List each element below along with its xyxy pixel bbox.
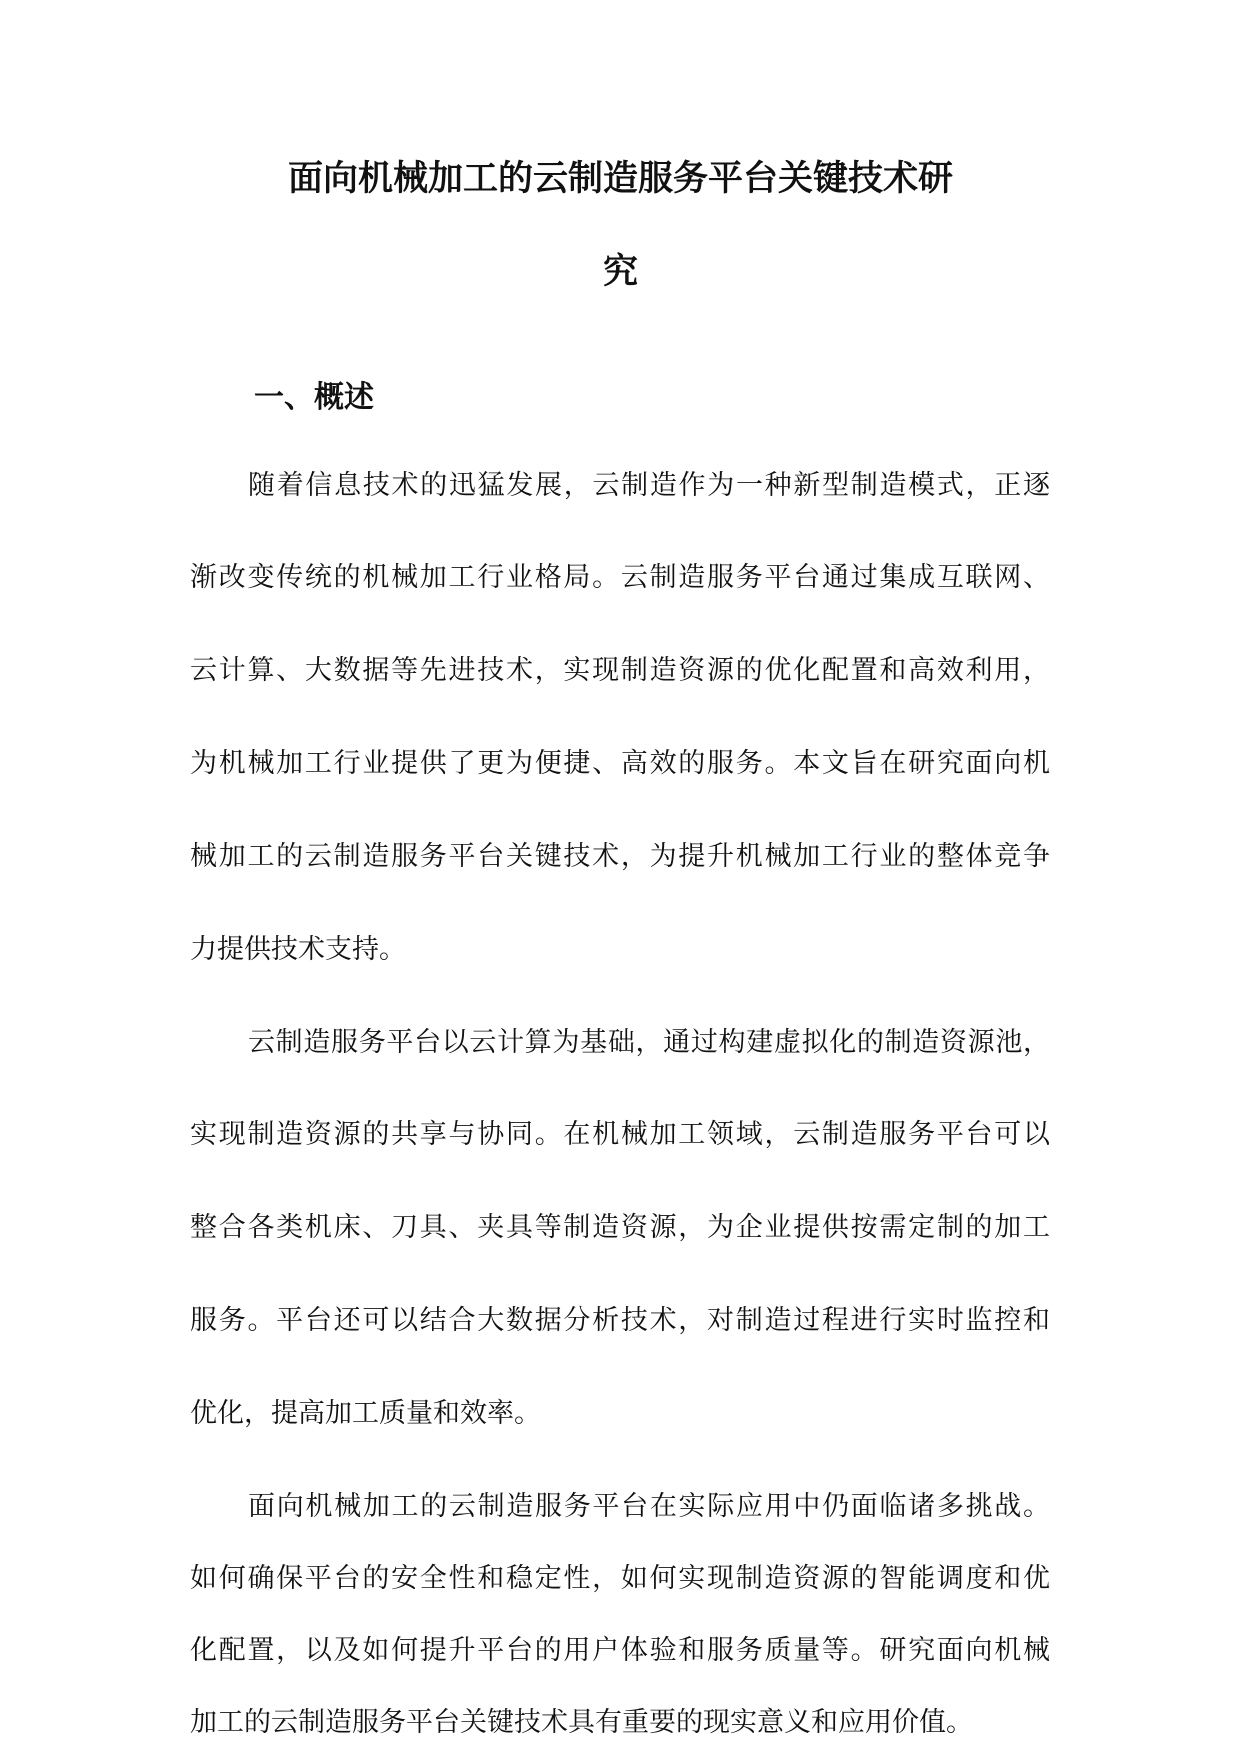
section-heading-overview: 一、概述 xyxy=(254,380,374,415)
paragraph-line: 为机械加工行业提供了更为便捷、高效的服务。本文旨在研究面向机 xyxy=(190,748,1050,779)
paragraph-line: 服务。平台还可以结合大数据分析技术，对制造过程进行实时监控和 xyxy=(190,1305,1050,1336)
paragraph-line: 云制造服务平台以云计算为基础，通过构建虚拟化的制造资源池， xyxy=(248,1027,1050,1058)
paragraph-line: 力提供技术支持。 xyxy=(190,934,406,965)
paragraph-line: 如何确保平台的安全性和稳定性，如何实现制造资源的智能调度和优 xyxy=(190,1563,1050,1594)
paragraph-line: 优化，提高加工质量和效率。 xyxy=(190,1398,541,1429)
paragraph-line: 面向机械加工的云制造服务平台在实际应用中仍面临诸多挑战。 xyxy=(248,1491,1050,1522)
document-title-line-1: 面向机械加工的云制造服务平台关键技术研 xyxy=(287,159,953,199)
paragraph-line: 随着信息技术的迅猛发展，云制造作为一种新型制造模式，正逐 xyxy=(248,470,1050,501)
paragraph-line: 实现制造资源的共享与协同。在机械加工领域，云制造服务平台可以 xyxy=(190,1119,1050,1150)
document-title-line-2: 究 xyxy=(602,252,638,292)
paragraph-line: 整合各类机床、刀具、夹具等制造资源，为企业提供按需定制的加工 xyxy=(190,1212,1050,1243)
paragraph-line: 加工的云制造服务平台关键技术具有重要的现实意义和应用价值。 xyxy=(190,1707,973,1738)
paragraph-line: 械加工的云制造服务平台关键技术，为提升机械加工行业的整体竞争 xyxy=(190,841,1050,872)
paragraph-line: 云计算、大数据等先进技术，实现制造资源的优化配置和高效利用， xyxy=(190,655,1050,686)
paragraph-line: 渐改变传统的机械加工行业格局。云制造服务平台通过集成互联网、 xyxy=(190,562,1050,593)
paragraph-line: 化配置，以及如何提升平台的用户体验和服务质量等。研究面向机械 xyxy=(190,1635,1050,1666)
